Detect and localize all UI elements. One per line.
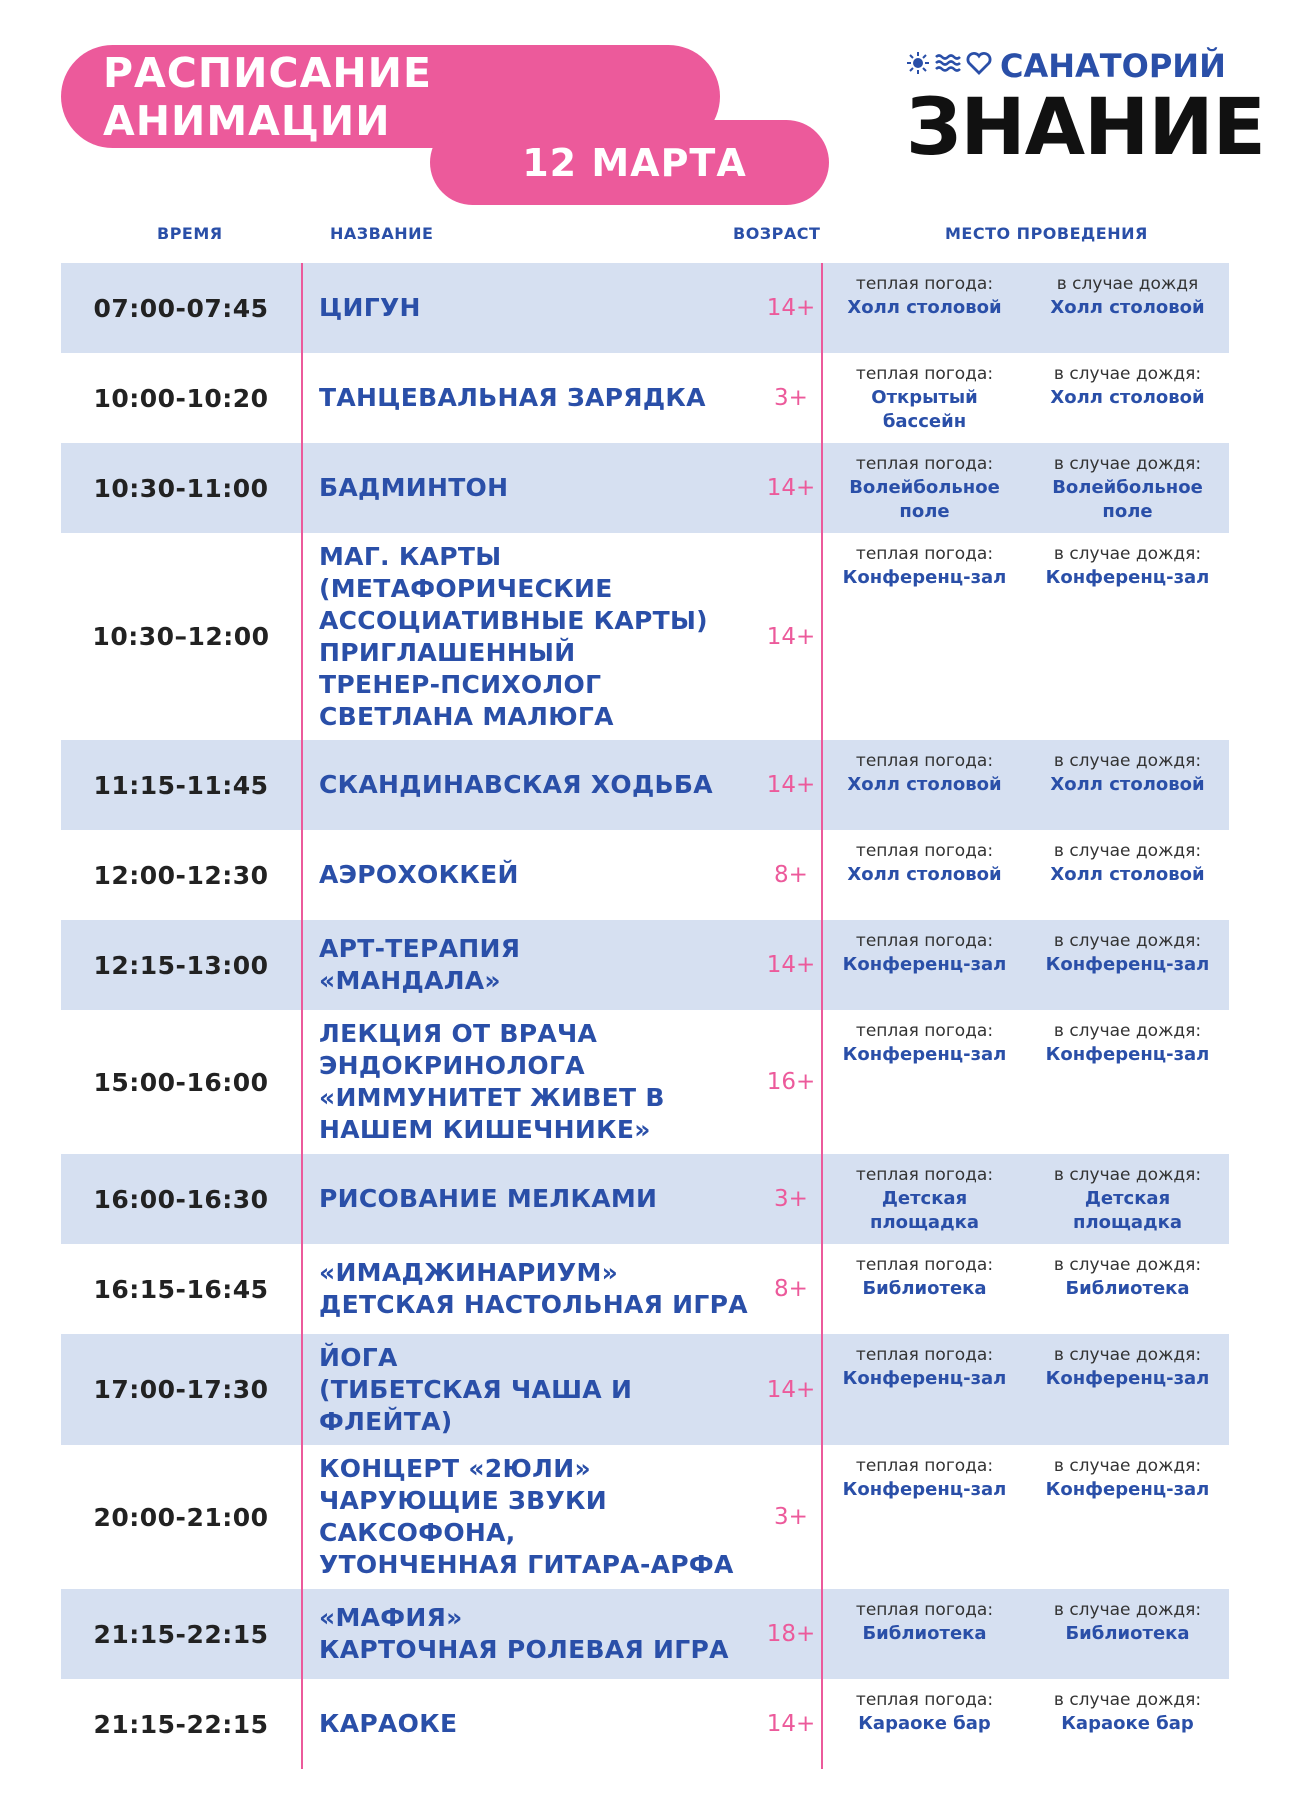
- event-name: [301, 443, 759, 533]
- rain-place-label: в случае дождя:: [1053, 1600, 1202, 1620]
- event-time: 12:00-12:30: [93, 860, 269, 890]
- event-time: 21:15-22:15: [93, 1619, 269, 1649]
- rain-place: [1026, 1010, 1229, 1154]
- logo-small-text: САНАТОРИЙ: [1000, 47, 1226, 85]
- event-age: 14+: [766, 295, 816, 321]
- rain-place-value: площадка: [1073, 1212, 1182, 1233]
- rain-place-label: в случае дождя:: [1053, 1690, 1202, 1710]
- warm-weather-place-value: Библиотека: [862, 1623, 987, 1644]
- divider-age-place: [821, 263, 823, 1769]
- rain-place-value: Конференц-зал: [1045, 567, 1210, 588]
- warm-weather-place: [823, 830, 1026, 920]
- column-header-time: ВРЕМЯ: [157, 224, 223, 243]
- warm-weather-place-label: теплая погода:: [855, 1255, 994, 1275]
- event-time: 17:00-17:30: [93, 1375, 269, 1404]
- page-title: РАСПИСАНИЕ АНИМАЦИИ: [103, 48, 432, 145]
- event-age: 3+: [774, 1186, 808, 1212]
- warm-weather-place: [823, 443, 1026, 533]
- event-age: 14+: [766, 952, 816, 978]
- rain-place-value: Конференц-зал: [1045, 1368, 1210, 1389]
- rain-place-value: Библиотека: [1065, 1278, 1190, 1299]
- event-name-line: ПРИГЛАШЕННЫЙ: [319, 637, 576, 667]
- warm-weather-place-value: Детская: [881, 1188, 968, 1209]
- date-banner: [430, 120, 829, 205]
- schedule-table: [61, 263, 1229, 1769]
- event-name-line: ДЕТСКАЯ НАСТОЛЬНАЯ ИГРА: [319, 1290, 748, 1319]
- event-name: [301, 1679, 759, 1769]
- event-age: 8+: [774, 1276, 808, 1302]
- warm-weather-place-label: теплая погода:: [855, 454, 994, 474]
- warm-weather-place-value: Конференц-зал: [842, 1044, 1007, 1065]
- table-row: [61, 353, 1229, 443]
- event-name-line: ЙОГА: [319, 1342, 398, 1372]
- waves-icon: [935, 51, 961, 82]
- event-name-line: ЧАРУЮЩИЕ ЗВУКИ: [319, 1486, 607, 1515]
- table-row: [61, 1244, 1229, 1334]
- warm-weather-place-value: Холл столовой: [847, 864, 1002, 885]
- rain-place-value: Детская: [1084, 1188, 1171, 1209]
- warm-weather-place-value: Конференц-зал: [842, 954, 1007, 975]
- rain-place: [1026, 830, 1229, 920]
- event-name-line: УТОНЧЕННАЯ ГИТАРА-АРФА: [319, 1550, 734, 1579]
- warm-weather-place-label: теплая погода:: [855, 1690, 994, 1710]
- table-row: [61, 830, 1229, 920]
- event-time: 10:30-11:00: [93, 473, 269, 503]
- rain-place-label: в случае дождя:: [1053, 1165, 1202, 1185]
- rain-place-label: в случае дождя:: [1053, 841, 1202, 861]
- table-row: [61, 443, 1229, 533]
- event-name-line: (ТИБЕТСКАЯ ЧАША И: [319, 1374, 633, 1404]
- event-time: 07:00-07:45: [93, 293, 269, 323]
- warm-weather-place-value: бассейн: [882, 411, 967, 432]
- rain-place: [1026, 920, 1229, 1010]
- warm-weather-place: [823, 920, 1026, 1010]
- event-name: [301, 920, 759, 1010]
- divider-time-name: [301, 263, 303, 1769]
- heart-icon: [966, 51, 992, 82]
- event-time: 10:00-10:20: [93, 383, 269, 413]
- warm-weather-place-label: теплая погода:: [855, 1456, 994, 1476]
- event-age: 16+: [766, 1069, 816, 1095]
- rain-place-value: Холл столовой: [1050, 297, 1205, 318]
- rain-place-label: в случае дождя:: [1053, 1345, 1202, 1365]
- table-row: [61, 1679, 1229, 1769]
- logo-big-text: ЗНАНИЕ: [906, 83, 1265, 173]
- table-row: [61, 533, 1229, 740]
- table-row: [61, 920, 1229, 1010]
- warm-weather-place: [823, 1445, 1026, 1589]
- event-name-line: АССОЦИАТИВНЫЕ КАРТЫ): [319, 605, 708, 635]
- warm-weather-place: [823, 1010, 1026, 1154]
- event-age: 3+: [774, 1504, 808, 1530]
- event-name: [301, 1154, 759, 1244]
- event-name-line: ЭНДОКРИНОЛОГА: [319, 1051, 585, 1080]
- warm-weather-place-label: теплая погода:: [855, 1165, 994, 1185]
- warm-weather-place-value: Библиотека: [862, 1278, 987, 1299]
- event-name-line: ЦИГУН: [319, 293, 421, 322]
- rain-place: [1026, 1154, 1229, 1244]
- column-header-age: ВОЗРАСТ: [733, 224, 821, 243]
- rain-place-value: Библиотека: [1065, 1623, 1190, 1644]
- event-name: [301, 1010, 759, 1154]
- rain-place-value: Холл столовой: [1050, 864, 1205, 885]
- event-age: 18+: [766, 1621, 816, 1647]
- rain-place-label: в случае дождя:: [1053, 1456, 1202, 1476]
- event-name: [301, 263, 759, 353]
- event-age: 8+: [774, 862, 808, 888]
- event-age: 14+: [766, 772, 816, 798]
- event-name: [301, 353, 759, 443]
- table-row: [61, 740, 1229, 830]
- event-name-line: КАРТОЧНАЯ РОЛЕВАЯ ИГРА: [319, 1635, 729, 1664]
- rain-place-value: Конференц-зал: [1045, 954, 1210, 975]
- event-name-line: СВЕТЛАНА МАЛЮГА: [319, 701, 614, 731]
- rain-place-label: в случае дождя: [1056, 274, 1199, 294]
- warm-weather-place: [823, 1679, 1026, 1769]
- event-name-line: ТАНЦЕВАЛЬНАЯ ЗАРЯДКА: [319, 383, 706, 412]
- table-row: [61, 1334, 1229, 1445]
- event-name-line: ЛЕКЦИЯ ОТ ВРАЧА: [319, 1019, 598, 1048]
- rain-place-value: Холл столовой: [1050, 774, 1205, 795]
- rain-place-label: в случае дождя:: [1053, 751, 1202, 771]
- rain-place: [1026, 443, 1229, 533]
- rain-place-value: Волейбольное: [1052, 477, 1203, 498]
- event-name: [301, 533, 759, 740]
- event-name-line: ФЛЕЙТА): [319, 1406, 453, 1436]
- warm-weather-place-label: теплая погода:: [855, 841, 994, 861]
- event-name-line: АРТ-ТЕРАПИЯ: [319, 934, 521, 963]
- warm-weather-place-value: Открытый: [871, 387, 978, 408]
- rain-place-label: в случае дождя:: [1053, 364, 1202, 384]
- rain-place: [1026, 1589, 1229, 1679]
- event-age: 14+: [766, 1376, 816, 1403]
- warm-weather-place-label: теплая погода:: [855, 1345, 994, 1365]
- warm-weather-place-value: Конференц-зал: [842, 1479, 1007, 1500]
- event-name-line: СКАНДИНАВСКАЯ ХОДЬБА: [319, 770, 713, 799]
- warm-weather-place: [823, 740, 1026, 830]
- warm-weather-place-label: теплая погода:: [855, 274, 994, 294]
- event-time: 21:15-22:15: [93, 1709, 269, 1739]
- event-name-line: САКСОФОНА,: [319, 1518, 516, 1547]
- logo-icons: [906, 51, 992, 82]
- rain-place-value: Конференц-зал: [1045, 1479, 1210, 1500]
- event-name-line: (МЕТАФОРИЧЕСКИЕ: [319, 573, 613, 603]
- event-name-line: «ИМАДЖИНАРИУМ»: [319, 1258, 619, 1287]
- event-name-line: «МАНДАЛА»: [319, 966, 501, 995]
- rain-place-value: Холл столовой: [1050, 387, 1205, 408]
- event-time: 16:15-16:45: [93, 1274, 269, 1304]
- event-time: 15:00-16:00: [93, 1067, 269, 1097]
- event-name-line: КОНЦЕРТ «2ЮЛИ»: [319, 1454, 591, 1483]
- warm-weather-place: [823, 1154, 1026, 1244]
- warm-weather-place-value: Конференц-зал: [842, 1368, 1007, 1389]
- table-row: [61, 1010, 1229, 1154]
- rain-place-value: Конференц-зал: [1045, 1044, 1210, 1065]
- rain-place: [1026, 1244, 1229, 1334]
- event-name-line: ТРЕНЕР-ПСИХОЛОГ: [319, 669, 602, 699]
- rain-place-label: в случае дождя:: [1053, 544, 1202, 564]
- warm-weather-place: [823, 1334, 1026, 1445]
- rain-place-label: в случае дождя:: [1053, 931, 1202, 951]
- column-header-place: МЕСТО ПРОВЕДЕНИЯ: [945, 224, 1148, 243]
- warm-weather-place-value: Холл столовой: [847, 774, 1002, 795]
- event-name: [301, 1334, 759, 1445]
- table-row: [61, 1154, 1229, 1244]
- rain-place: [1026, 1445, 1229, 1589]
- warm-weather-place-value: Караоке бар: [858, 1713, 991, 1734]
- event-name: [301, 1244, 759, 1334]
- warm-weather-place-value: Волейбольное: [849, 477, 1000, 498]
- rain-place: [1026, 1334, 1229, 1445]
- warm-weather-place-value: площадка: [870, 1212, 979, 1233]
- warm-weather-place-label: теплая погода:: [855, 751, 994, 771]
- rain-place-value: поле: [1102, 501, 1153, 522]
- event-name-line: БАДМИНТОН: [319, 473, 509, 502]
- warm-weather-place: [823, 263, 1026, 353]
- page-date: 12 МАРТА: [522, 140, 747, 185]
- event-age: 14+: [766, 475, 816, 501]
- event-name: [301, 1445, 759, 1589]
- event-age: 14+: [766, 623, 816, 650]
- warm-weather-place-value: поле: [899, 501, 950, 522]
- event-name-line: АЭРОХОККЕЙ: [319, 860, 519, 889]
- event-name-line: «МАФИЯ»: [319, 1603, 463, 1632]
- rain-place: [1026, 353, 1229, 443]
- event-name-line: КАРАОКЕ: [319, 1709, 458, 1738]
- warm-weather-place: [823, 353, 1026, 443]
- warm-weather-place-label: теплая погода:: [855, 931, 994, 951]
- event-name-line: МАГ. КАРТЫ: [319, 541, 502, 571]
- table-row: [61, 1589, 1229, 1679]
- sanatorium-logo: [906, 45, 1265, 173]
- event-age: 14+: [766, 1711, 816, 1737]
- warm-weather-place-label: теплая погода:: [855, 1600, 994, 1620]
- warm-weather-place-value: Конференц-зал: [842, 567, 1007, 588]
- event-name-line: РИСОВАНИЕ МЕЛКАМИ: [319, 1184, 658, 1213]
- warm-weather-place: [823, 1589, 1026, 1679]
- warm-weather-place-label: теплая погода:: [855, 364, 994, 384]
- table-row: [61, 1445, 1229, 1589]
- warm-weather-place-value: Холл столовой: [847, 297, 1002, 318]
- table-row: [61, 263, 1229, 353]
- rain-place-label: в случае дождя:: [1053, 454, 1202, 474]
- warm-weather-place-label: теплая погода:: [855, 1021, 994, 1041]
- event-time: 16:00-16:30: [93, 1184, 269, 1214]
- rain-place: [1026, 263, 1229, 353]
- event-time: 12:15-13:00: [93, 950, 269, 980]
- event-name: [301, 740, 759, 830]
- rain-place: [1026, 1679, 1229, 1769]
- event-time: 10:30–12:00: [92, 622, 270, 651]
- rain-place-value: Караоке бар: [1061, 1713, 1194, 1734]
- warm-weather-place-label: теплая погода:: [855, 544, 994, 564]
- warm-weather-place: [823, 533, 1026, 740]
- event-time: 20:00-21:00: [93, 1502, 269, 1532]
- event-name: [301, 830, 759, 920]
- rain-place-label: в случае дождя:: [1053, 1021, 1202, 1041]
- event-name-line: «ИММУНИТЕТ ЖИВЕТ В: [319, 1083, 665, 1112]
- event-time: 11:15-11:45: [93, 770, 269, 800]
- event-name: [301, 1589, 759, 1679]
- warm-weather-place: [823, 1244, 1026, 1334]
- rain-place: [1026, 740, 1229, 830]
- rain-place: [1026, 533, 1229, 740]
- event-age: 3+: [774, 385, 808, 411]
- column-header-name: НАЗВАНИЕ: [330, 224, 434, 243]
- event-name-line: НАШЕМ КИШЕЧНИКЕ»: [319, 1115, 651, 1144]
- rain-place-label: в случае дождя:: [1053, 1255, 1202, 1275]
- sun-icon: [906, 51, 930, 82]
